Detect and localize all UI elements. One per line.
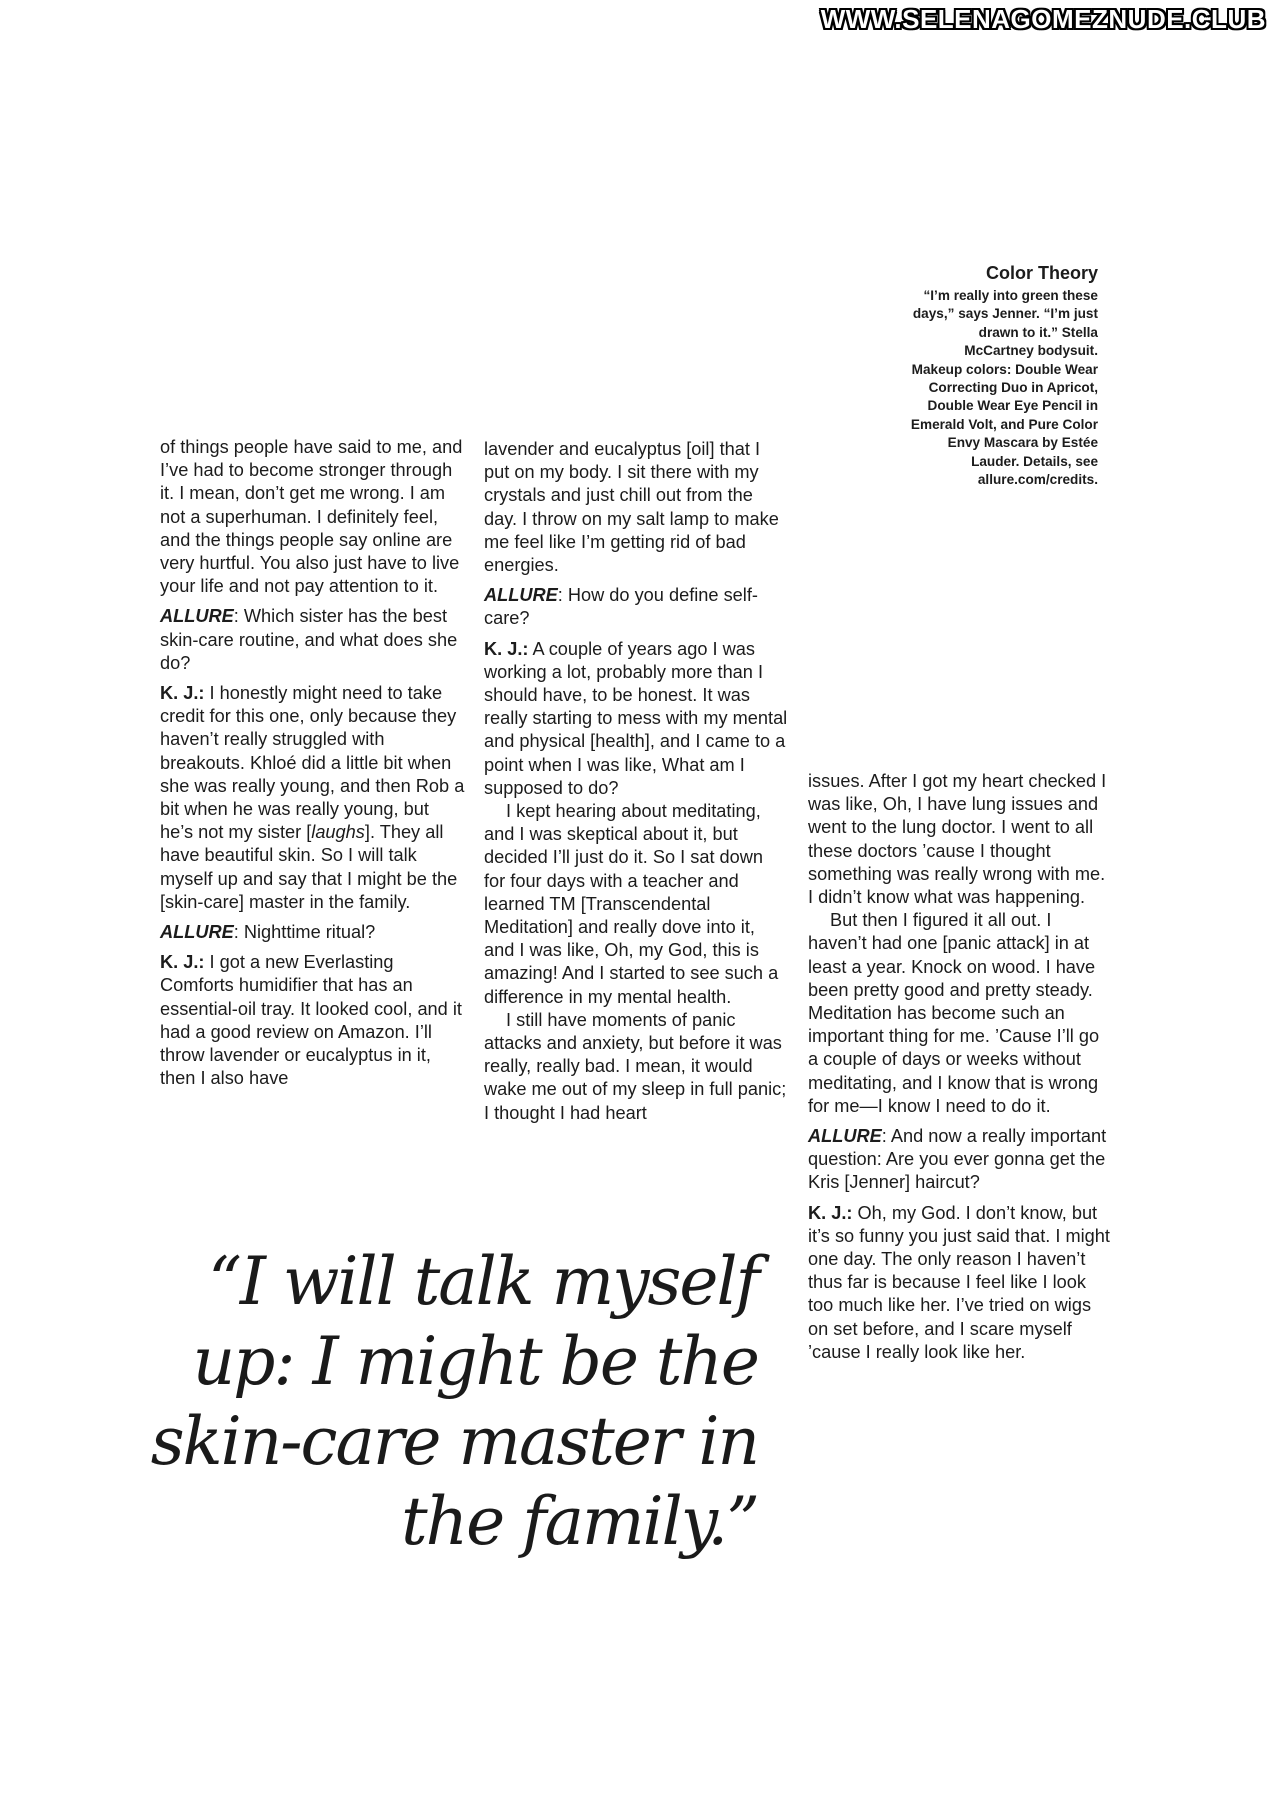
answer: [160, 682, 465, 914]
interviewer-label: ALLURE: [160, 606, 234, 627]
answer-text: I got a new Everlasting Comforts humidifier that has an essential-oil tray. It looked cool, and it had a good review on Amazon. I’ll throw lavender or eucalyptus in it, then I also have: [160, 952, 462, 1089]
answer: [808, 1202, 1113, 1364]
answer-text: A couple of years ago I was working a lot, probably more than I should have, to be honest. It was really starting to mess with my mental and physical [health], and I came to a point when I was like, What am I supposed to do?: [484, 638, 788, 798]
interviewee-label: K. J.:: [160, 952, 205, 973]
question: [160, 605, 465, 675]
paragraph: I kept hearing about meditating, and I was skeptical about it, but decided I’ll just do it. So I sat down for four days with a teacher and learned TM [Transcendental Meditation] and really dove into it, and I was like, Oh, my God, this is amazing! And I started to see such a difference in my mental health.: [484, 801, 779, 1007]
paragraph: I still have moments of panic attacks and anxiety, but before it was really, really bad. I mean, it would wake me out of my sleep in full panic; I thought I had heart: [484, 1009, 787, 1123]
question-text: : Nighttime ritual?: [233, 922, 376, 943]
question: [484, 584, 789, 630]
watermark-text: WWW.SELENAGOMEZNUDE.CLUB: [820, 4, 1266, 34]
question: [808, 1125, 1113, 1195]
pull-quote: [128, 1242, 758, 1562]
paragraph: of things people have said to me, and I’ve had to become stronger through it. I mean, don’t get me wrong. I am not a superhuman. I definitely feel, and the things people say online are very hurtful. You also just have to live your life and not pay attention to it.: [160, 437, 463, 597]
paragraph: lavender and eucalyptus [oil] that I put on my body. I sit there with my crystals and just chill out from the day. I throw on my salt lamp to make me feel like I’m getting rid of bad energies.: [484, 439, 779, 576]
interviewer-label: ALLURE: [808, 1126, 882, 1147]
interviewee-label: K. J.:: [160, 683, 205, 704]
interviewee-label: K. J.:: [484, 638, 529, 659]
paragraph: But then I figured it all out. I haven’t had one [panic attack] in at least a year. Knock on wood. I have been pretty good and pretty steady. Meditation has become such an important thing for me. ’Cause I’ll go a couple of days or weeks without meditating, and I know that is wrong for me—I know I need to do it.: [808, 910, 1100, 1116]
question-text: : And now a really important question: Are you ever gonna get the Kris [Jenner] haircut?: [808, 1126, 1107, 1193]
photo-caption-sidebar: [910, 263, 1098, 489]
caption-title: Color Theory: [985, 263, 1098, 283]
question-text: : Which sister has the best skin-care routine, and what does she do?: [160, 606, 458, 673]
answer-text: Oh, my God. I don’t know, but it’s so funny you just said that. I might one day. The only reason I haven’t thus far is because I feel like I look too much like her. I’ve tried on wigs on set before, and I scare myself ’cause I really look like her.: [808, 1202, 1110, 1362]
answer: [160, 951, 465, 1090]
pull-quote-line: up: I might be the: [192, 1323, 758, 1400]
question-text: : How do you define self-care?: [484, 585, 758, 629]
paragraph: issues. After I got my heart checked I was like, Oh, I have lung issues and went to the lung doctor. I went to all these doctors ’cause I thought something was really wrong with me. I didn’t know what was happening.: [808, 771, 1107, 908]
pull-quote-line: “I will talk myself: [208, 1243, 758, 1320]
interviewer-label: ALLURE: [484, 585, 558, 606]
interviewer-label: ALLURE: [160, 922, 234, 943]
answer-text: I honestly might need to take credit for this one, only because they haven’t really struggled with breakouts. Khloé did a little bit when she was really young, and then Rob a bit when he was really young, but he’s not my sister [: [160, 683, 465, 843]
answer: [484, 638, 789, 800]
article-column-3: [808, 770, 1113, 1364]
answer-text-continued: ]. They all have beautiful skin. So I will talk myself up and say that I might be the [skin-care] master in the family.: [160, 822, 458, 912]
article-column-2: [484, 438, 789, 1125]
pull-quote-line: the family.”: [401, 1483, 758, 1560]
caption-text: “I’m really into green these days,” says Jenner. “I’m just drawn to it.” Stella McCartney bodysuit. Makeup colors: Double Wear Correcting Duo in Apricot, Double Wear Eye Pencil in Emerald Volt, and Pure Color Envy Mascara by Estée Lauder. Details, see allure.com/credits.: [910, 288, 1098, 488]
question: [160, 921, 465, 944]
article-column-1: [160, 436, 465, 1090]
pull-quote-line: skin-care master in: [150, 1403, 758, 1480]
answer-emphasis: laughs: [311, 822, 365, 843]
interviewee-label: K. J.:: [808, 1202, 853, 1223]
